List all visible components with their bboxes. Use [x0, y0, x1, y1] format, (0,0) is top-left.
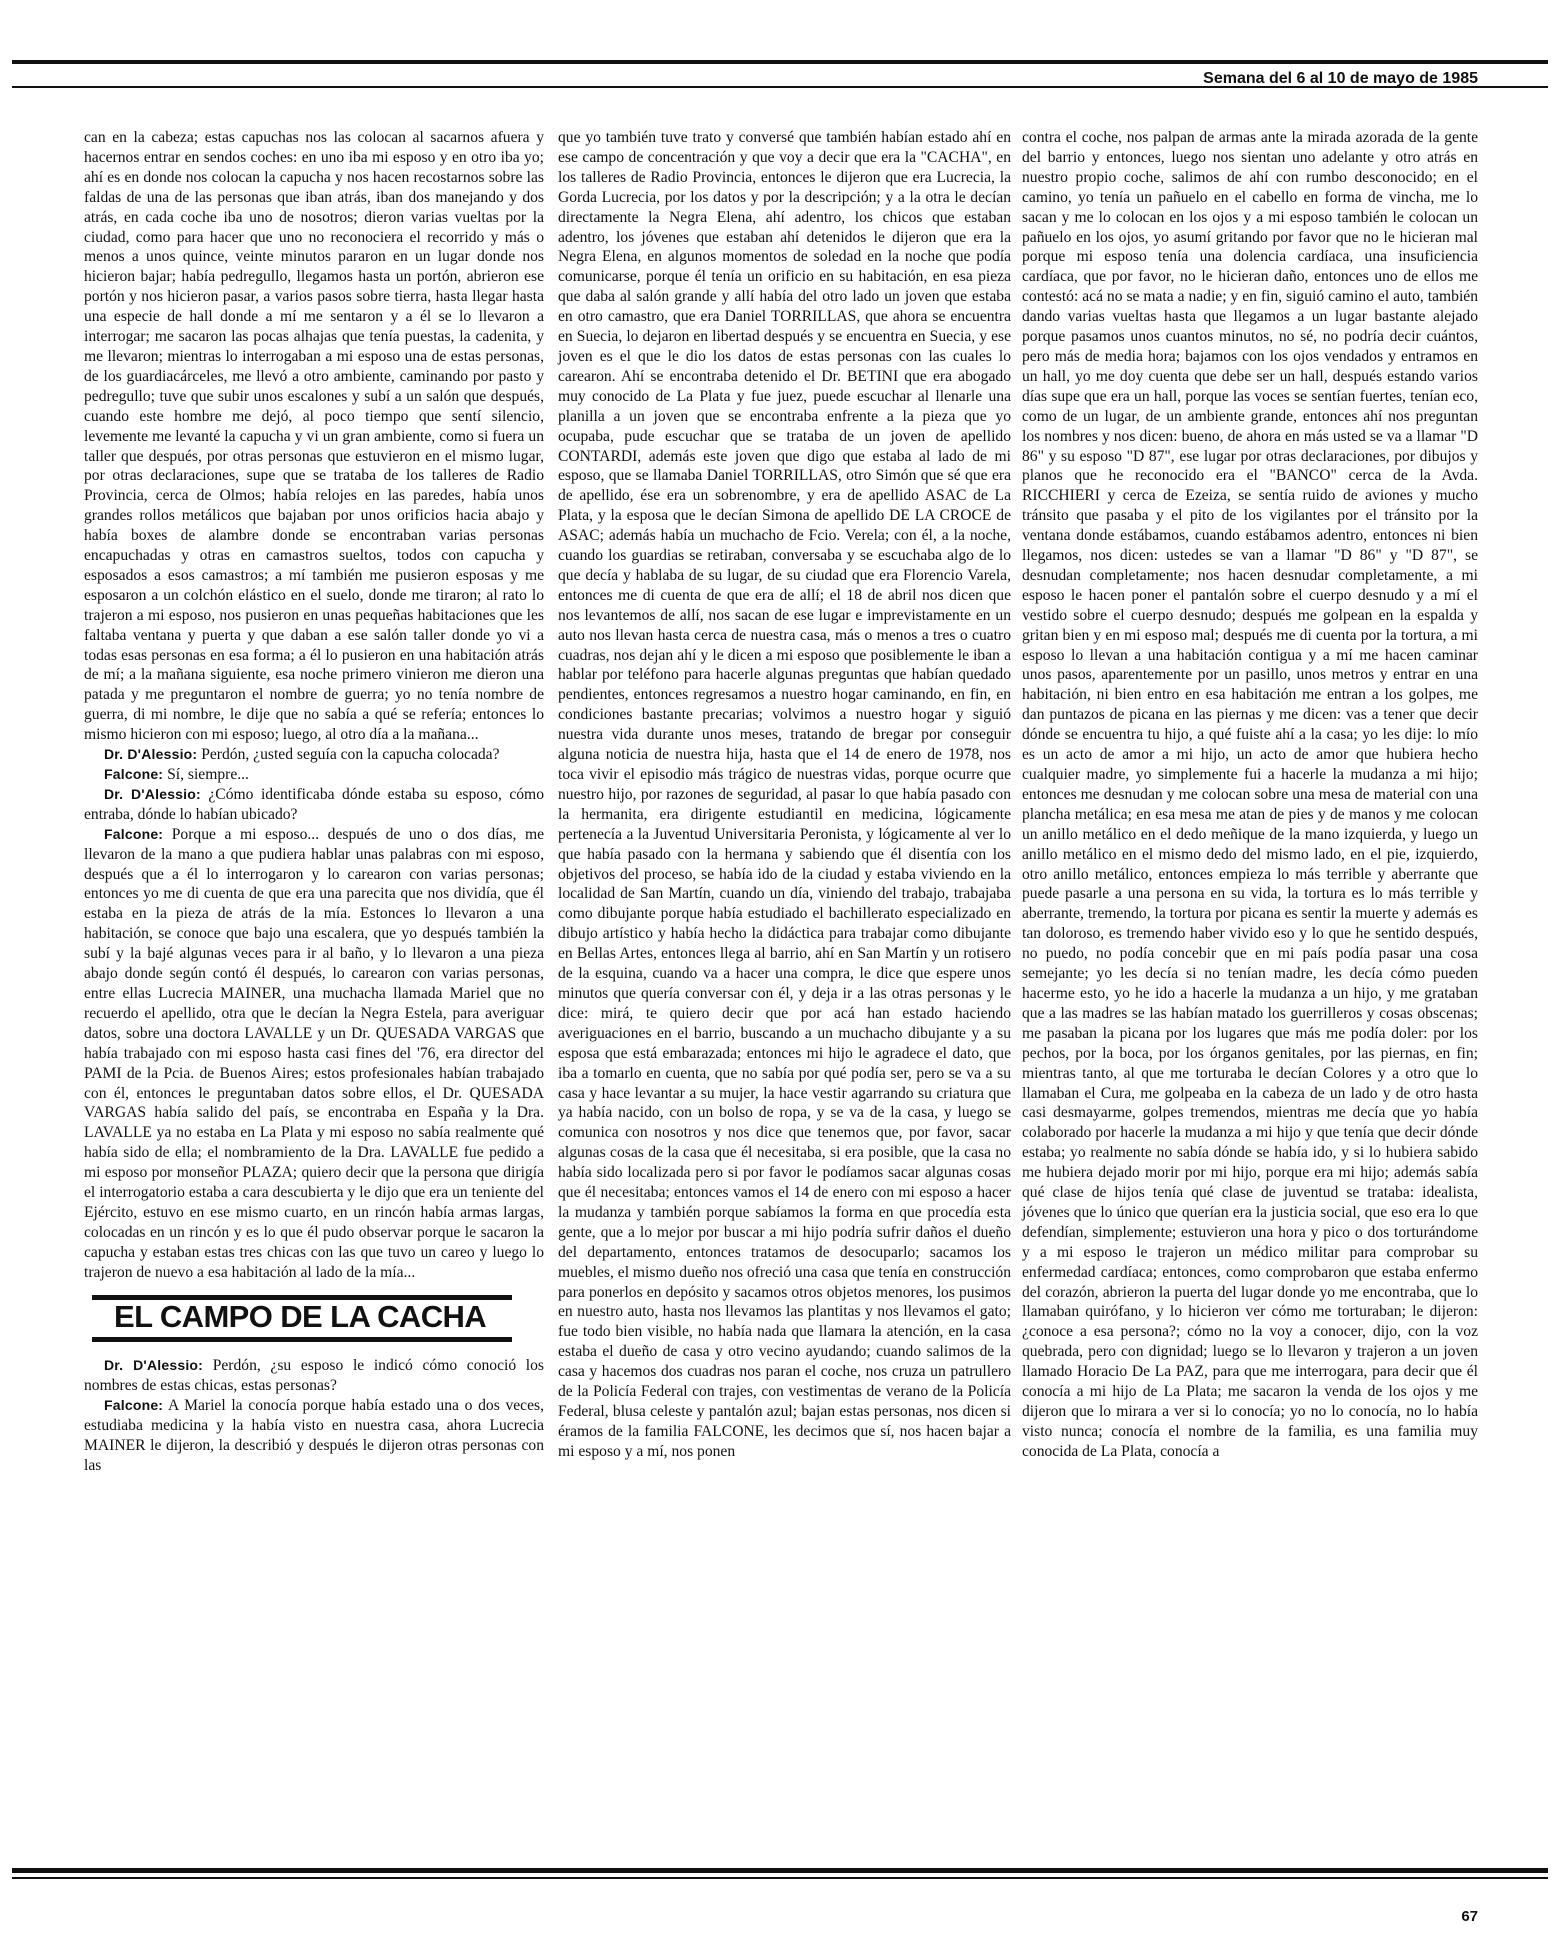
speaker-label: Falcone: [104, 1397, 164, 1414]
speaker-label: Falcone: [104, 766, 164, 782]
dialogue-line [84, 785, 544, 825]
page-number: 67 [1461, 1908, 1478, 1925]
footer-rule-thick [12, 1868, 1548, 1873]
speech-text: A Mariel la conocía porque había estado una o dos veces, estudiaba medicina y la había visto en nuestra casa, ahora Lucrecia MAINER le dijeron, la describió y después le dijeron otras personas con las [84, 1397, 544, 1474]
dialogue-line [84, 1356, 544, 1396]
column-3 [1022, 128, 1478, 1462]
speaker-label: Dr. D'Alessio: [104, 1357, 204, 1374]
speaker-label: Falcone: [104, 825, 164, 842]
paragraph: contra el coche, nos palpan de armas ante la mirada azorada de la gente del barrio y entonces, luego nos sientan uno adelante y otro atrás en nuestro propio coche, salimos de ahí con rumbo desconocido; en el camino, yo tenía un pañuelo en el cabello en forma de vincha, me lo sacan y me lo colocan en los ojos y a mi esposo también le colocan un pañuelo en los ojos, yo asumí gritando por favor que no le hicieran mal porque mi esposo tenía una dolencia cardíaca, una insuficiencia cardíaca, que por favor, no le hicieran daño, entonces uno de ellos me contestó: acá no se mata a nadie; y en fin, siguió camino el auto, también dando varias vueltas hasta que llegamos a un lugar bastante alejado porque pasamos unos cuantos minutos, no sé, no podría decir cuántos, pero más de media hora; bajamos con los ojos vendados y entramos en un hall, yo me doy cuenta que debe ser un hall, después estando varios días supe que era un hall, porque las voces se sentían fuertes, tenían eco, como de un lugar, de un ambiente grande, entonces ahí nos preguntan los nombres y nos dicen: bueno, de ahora en más usted se va a llamar "D 86" y su esposo "D 87", ese lugar por otras declaraciones, por dibujos y planos que he reconocido era el "BANCO" cerca de la Avda. RICCHIERI y cerca de Ezeiza, se sentía ruido de aviones y mucho tránsito que pasaba y el pito de los vigilantes por el tránsito por la ventana donde estábamos, cuando estábamos adentro, entonces ni bien llegamos, nos dicen: ustedes se van a llamar "D 86" y "D 87", se desnudan completamente; nos hacen desnudar completamente, a mi esposo le hacen poner el pantalón sobre el cuerpo desnudo y a mí el vestido sobre el cuerpo desnudo; después me golpean en la espalda y gritan bien y en mi esposo mal; después me di cuenta por la tortura, a mi esposo lo llevan a una habitación contigua y a mí me hacen caminar unos pasos, aparentemente por un pasillo, unos metros y entrar en una habitación, ni bien entro en esa habitación me entran a los golpes, me dan puntazos de picana en las piernas y me dicen: vas a tener que decir dónde se encuentra tu hijo, a qué fuiste ahí a la casa; yo les dije: lo mío es un acto de amor a mi hijo, un acto de amor que hubiera hecho cualquier madre, yo simplemente fui a hacerle la mudanza a mi hijo; entonces me desnudan y me colocan sobre una mesa de material con una plancha metálica; en esa mesa me atan de pies y de manos y me colocan un anillo metálico en el dedo meñique de la mano izquierda, y luego un anillo metálico en el mismo dedo del mismo lado, en el pie, izquierdo, otro anillo metálico, entonces empieza lo más terrible y aberrante que puede pasarle a una persona en su vida, la tortura es lo más terrible y aberrante, tremendo, la tortura por picana es sentir la muerte y además es tan doloroso, es tremendo haber vivido eso y lo que he sentido después, no puedo, no podía concebir que en mi país podía pasar una cosa semejante; yo les decía si no tenían madre, les decía cómo pueden hacerme esto, yo he ido a hacerle la mudanza a un hijo, y me grataban que a las madres se las habían matado los guerrilleros y cosas obscenas; me pasaban la picana por los lugares que más me podía doler: por los pechos, por la boca, por los órganos genitales, por las piernas, en fin; mientras tanto, al que me torturaba le decían Colores y a otro que lo llamaban el Cura, me golpeaba en la cabeza de un lado y de otro hasta casi desmayarme, golpes tremendos, mientras me decía que yo había colaborado por hacerle la mudanza a mi hijo y que tenía que decir dónde estaba; yo realmente no sabía dónde se había ido, y si lo hubiera sabido me hubiera dejado morir por mi hijo, porque era mi hijo; además sabía qué clase de hijos tenía qué clase de juventud se trataba: idealista, jóvenes que lo único que querían era la justicia social, que eso era lo que defendían, simplemente; estuvieron una hora y pico o dos torturándome y a mi esposo le trajeron un médico militar para comprobar su enfermedad cardíaca; entonces, como comprobaron que estaba enfermo del corazón, abrieron la puerta del lugar donde yo me encontraba, que lo llamaban quirófano, y lo hicieron ver cómo me torturaban; le dijeron: ¿conoce a esa persona?; cómo no la voy a conocer, dijo, con la voz quebrada, pero con dignidad; luego se lo llevaron y trajeron a un joven llamado Horacio De La PAZ, para que me interrogara, para decir que él conocía a mi hijo de La Plata; me sacaron la venda de los ojos y me dijeron que lo mirara a ver si lo conocía; yo no lo conocía, no lo había visto nunca; conocía el nombre de la familia, es una familia muy conocida de La Plata, conocía a [1022, 129, 1478, 1460]
dialogue-line [84, 745, 544, 765]
speech-text: ¿Cómo identificaba dónde estaba su esposo, cómo entraba, dónde lo habían ubicado? [84, 785, 544, 823]
speech-text: Perdón, ¿su esposo le indicó cómo conoció los nombres de estas chicas, estas personas? [84, 1357, 544, 1395]
speech-text: Perdón, ¿usted seguía con la capucha colocada? [201, 746, 500, 764]
column-2 [558, 128, 1011, 1462]
speech-text: Porque a mi esposo... después de uno o dos días, me llevaron de la mano a que pudiera hablar unas palabras con mi esposo, después que a él lo interrogaron y lo carearon con varias personas; entonces yo me di cuenta de que era una parecita que nos dividía, que él estaba en la pieza de atrás de la mía. Estonces lo llevaron a una habitación, se conoce que bajo una escalera, que yo después también la subí y la bajé algunas veces para ir al baño, y lo llevaron a una pieza abajo donde según contó él después, lo carearon con varias personas, entre ellas Lucrecia MAINER, una muchacha llamada Mariel que no recuerdo el apellido, otra que le decían la Negra Estela, para averiguar datos, sobre una doctora LAVALLE y un Dr. QUESADA VARGAS que había trabajado con mi esposo hasta casi fines del '76, era director del PAMI de la Pcia. de Buenos Aires; estos profesionales habían trabajado con él, entonces le preguntaban datos sobre ellos, el Dr. QUESADA VARGAS había salido del país, se encontraba en España y la Dra. LAVALLE ya no estaba en La Plata y mi esposo no sabía realmente qué había sido de ella; el nombramiento de la Dra. LAVALLE fue pedido a mi esposo por monseñor PLAZA; quiero decir que la persona que dirigía el interrogatorio estaba a cara descubierta y le dijo que era un teniente del Ejército, estuvo en ese mismo cuarto, en un rincón había armas largas, colocadas en un rincón y es lo que él pudo observar porque le sacaron la capucha y estaban estas tres chicas con las que tuvo un careo y luego lo trajeron de nuevo a esa habitación al lado de la mía... [84, 825, 544, 1281]
section-heading-text: EL CAMPO DE LA CACHA [114, 1298, 487, 1334]
paragraph: can en la cabeza; estas capuchas nos las colocan al sacarnos afuera y hacernos entrar en sendos coches: en uno iba mi esposo y en otro iba yo; ahí es en donde nos colocan la capucha y nos hacen recostarnos sobre las faldas de una de las personas que iban atrás, iban dos manejando y dos atrás, en cada coche iba uno de nosotros; dieron varias vueltas por la ciudad, como para hacer que uno no reconociera el recorrido y más o menos a unos quince, veinte minutos pararon en un lugar donde nos hicieron bajar; había pedregullo, llegamos hasta un portón, abrieron ese portón y nos hicieron pasar, a varios pasos sobre tierra, hasta llegar hasta una especie de hall donde a mí me sentaron y a él se lo llevaron a interrogar; me sacaron las pocas alhajas que tenía puestas, la cadenita, y me llevaron; mientras lo interrogaban a mi esposo una de estas personas, de los guardiacárceles, me llevó a otro ambiente, caminando por pasto y pedregullo; tuve que subir unos escalones y subí a un salón que después, cuando este hombre me dejó, al poco tiempo que sentí silencio, levemente me levanté la capucha y vi un gran ambiente, como si fuera un taller que después, por otras personas que estuvieron en el mismo lugar, por otras declaraciones, supe que se trataba de los talleres de Radio Provincia, cerca de Olmos; había relojes en las paredes, había unos grandes rollos metálicos que bajaban por unos orificios hacia abajo y había boxes de alambre donde se encontraban varias personas encapuchadas y otras en camastros sueltos, todos con capucha y esposados a esos camastros; a mí también me pusieron esposas y me esposaron a un colchón elástico en el suelo, donde me tiraron; al rato lo trajeron a mi esposo, nos pusieron en unas pequeñas habitaciones que les faltaba ventana y puerta y que daban a ese salón taller donde yo vi a todas esas personas en esa forma; a él lo pusieron en una habitación atrás de mí; a la mañana siguiente, esa noche primero vinieron me dieron una patada y me preguntaron el nombre de guerra; yo no tenía nombre de guerra, di mi nombre, le dije que no sabía a qué se refería; entonces lo mismo hicieron con mi esposo; luego, al otro día a la mañana... [84, 129, 544, 744]
dialogue-line [84, 1396, 544, 1476]
speaker-label: Dr. D'Alessio: [104, 746, 198, 763]
dialogue-line [84, 765, 544, 785]
paragraph: que yo también tuve trato y conversé que también habían estado ahí en ese campo de concentración y que voy a decir que era la "CACHA", en los talleres de Radio Provincia, entonces le dijeron que era Lucrecia, la Gorda Lucrecia, por los datos y por la descripción; y a la otra le decían directamente la Negra Elena, ahí adentro, los chicos que estaban adentro, los jóvenes que estaban ahí detenidos le dijeron que era la Negra Elena, en algunos momentos de soledad en la noche que podía comunicarse, porque él tenía un orificio en su habitación, en esa pieza que daba al salón grande y allí había del otro lado un joven que estaba en otro camastro, que era Daniel TORRILLAS, que ahora se encuentra en Suecia, lo dejaron en libertad después y se encuentra en Suecia, y ese joven es el que le dio los datos de estas personas con las cuales lo carearon. Ahí se encontraba detenido el Dr. BETINI que era abogado muy conocido de La Plata y fue juez, puede escuchar al llenarle una planilla a un joven que se encontraba enfrente a la pieza que yo ocupaba, pude escuchar que se trataba de un joven de apellido CONTARDI, además este joven que digo que estaba al lado de mi esposo, que se llamaba Daniel TORRILLAS, otro Simón que sé que era de apellido, ése era un sobrenombre, y era de apellido ASAC de La Plata, y la esposa que le decían Simona de apellido DE LA CROCE de ASAC; además había un muchacho de Fcio. Verela; con él, a la noche, cuando los guardias se retiraban, conversaba y se escuchaba algo de lo que decía y hablaba de su lugar, de su ciudad que era Florencio Varela, entonces me di cuenta de que era de allí; el 18 de abril nos dicen que nos levantemos de allí, nos sacan de ese lugar e imprevistamente en un auto nos llevan hasta cerca de nuestra casa, más o menos a tres o cuatro cuadras, nos dejan ahí y le dicen a mi esposo que posiblemente le iban a hablar por teléfono para hacerle algunas preguntas que habían quedado pendientes, entonces regresamos a nuestro hogar caminando, en fin, en condiciones bastante precarias; volvimos a nuestro hogar y siguió nuestra vida durante unos meses, tratando de bregar por conseguir alguna noticia de nuestra hija, hasta que el 14 de enero de 1978, nos toca vivir el episodio más trágico de nuestras vidas, porque ocurre que nuestro hijo, por razones de seguridad, al pasar lo que había pasado con la hermanita, era dirigente estudiantil en medicina, lógicamente pertenecía a la Juventud Universitaria Peronista, y lógicamente al ver lo que había pasado con la hermana y sabiendo que él disentía con los objetivos del proceso, se había ido de la ciudad y estaba viviendo en la localidad de San Martín, cuando un día, viniendo del trabajo, trabajaba como dibujante porque había estudiado el bachillerato especializado en dibujo artístico y había hecho la didáctica para trabajar como dibujante en Bellas Artes, entonces llega al barrio, ahí en San Martín y un rotisero de la esquina, cuando va a hacer una compra, le dice que espere unos minutos que quería conversar con él, y deja ir a las otras personas y le dice: mirá, te quiero decir que por acá han estado haciendo averiguaciones en el barrio, buscando a un muchacho dibujante y a su esposa que está embarazada; entonces mi hijo le agradece el dato, que iba a tomarlo en cuenta, que no sabía por qué podía ser, pero se va a su casa y hace levantar a su mujer, la hace vestir agarrando su criatura que ya había nacido, con un bolso de ropa, y se va de la casa, y luego se comunica con nosotros y nos dice que tenemos que, por favor, sacar algunas cosas de la casa que él necesitaba, si era posible, que la casa no había sido localizada pero si por favor le podíamos sacar algunas cosas que él necesitaba; entonces vamos el 14 de enero con mi esposo a hacer la mudanza y también porque sabíamos la forma en que procedía esta gente, que a lo mejor por buscar a mi hijo podría sufrir daños el dueño del departamento, entonces tratamos de desocuparlo; sacamos los muebles, el mismo dueño nos ofreció una casa que tenía en construcción para ponerlos en depósito y sacamos otros objetos menores, los pusimos en nuestro auto, hasta nos llevamos las plantitas y nos llevamos el gato; fue todo bien visible, no había nada que llamara la atención, en la casa estaba el dueño de casa y otro vecino ayudando; cuando salimos de la casa y hacemos dos cuadras nos paran el coche, nos cruza un patrullero de la Policía Federal con trajes, con vestimentas de verano de la Policía Federal, blusa celeste y pantalón azul; bajan estas personas, nos dicen si éramos de la familia FALCONE, les decimos que sí, nos hacen bajar a mi esposo y a mí, nos ponen [558, 129, 1011, 1460]
dialogue-line [84, 825, 544, 1283]
column-1 [84, 128, 544, 1476]
speaker-label: Dr. D'Alessio: [104, 785, 201, 802]
header-rule-thick [12, 60, 1548, 64]
issue-date: Semana del 6 al 10 de mayo de 1985 [1203, 70, 1478, 87]
section-heading [92, 1295, 512, 1343]
speech-text: Sí, siempre... [167, 766, 249, 783]
footer-rule-thin [12, 1877, 1548, 1879]
